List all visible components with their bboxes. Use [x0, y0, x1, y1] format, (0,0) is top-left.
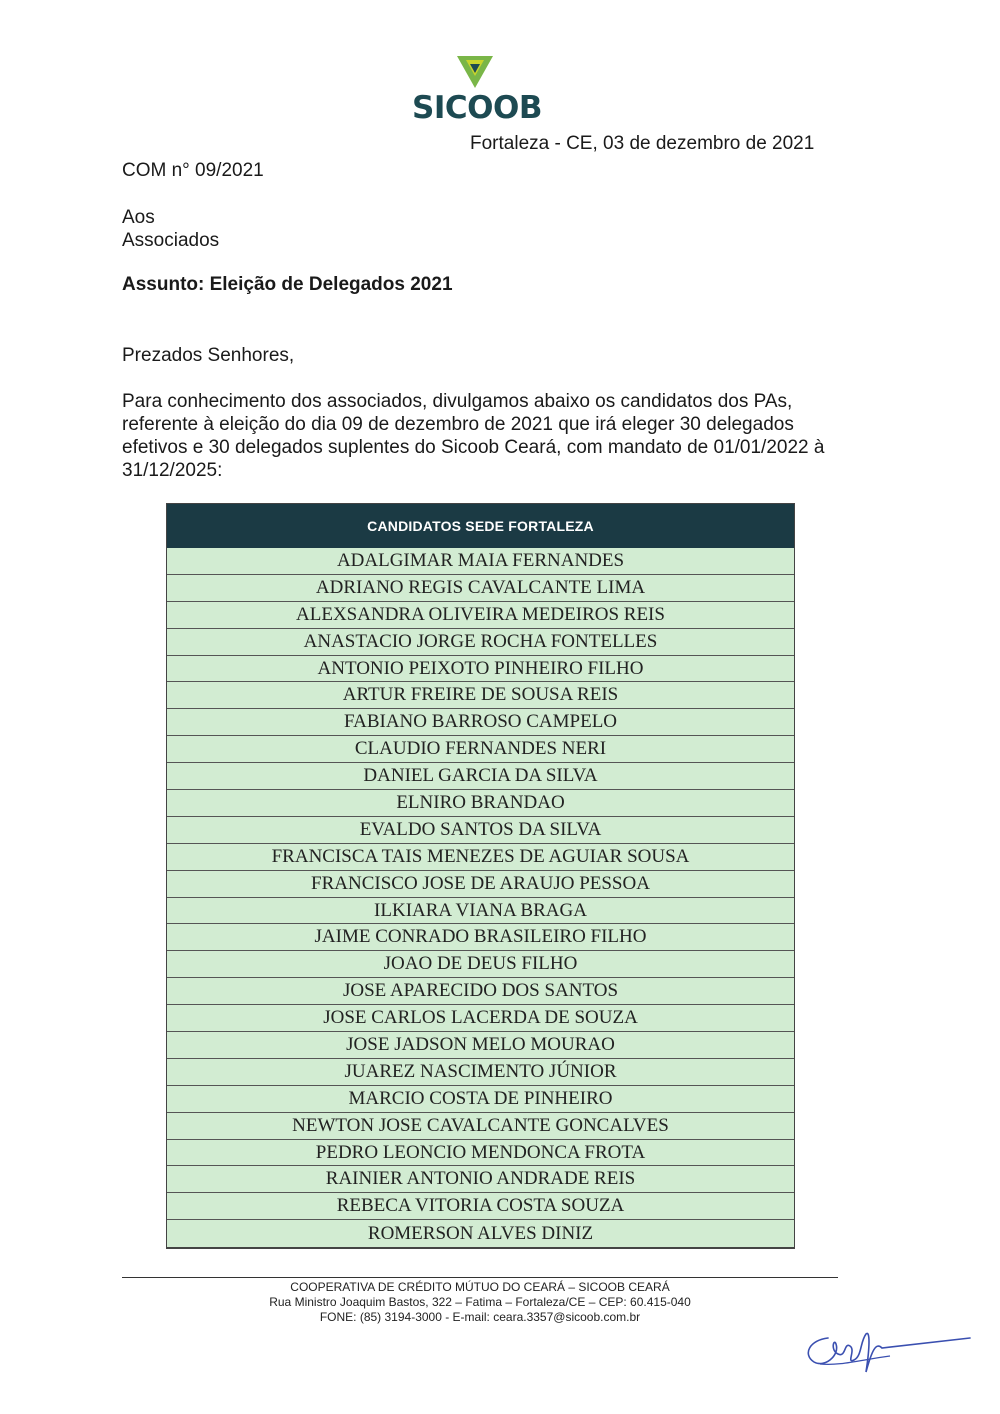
letter-reference: COM n° 09/2021 [122, 160, 264, 181]
table-row: FRANCISCO JOSE DE ARAUJO PESSOA [167, 871, 794, 898]
table-row: JOAO DE DEUS FILHO [167, 951, 794, 978]
table-row: FABIANO BARROSO CAMPELO [167, 709, 794, 736]
table-row: ANASTACIO JORGE ROCHA FONTELLES [167, 629, 794, 656]
letter-footer [160, 1280, 800, 1325]
recipient-line-1: Aos [122, 207, 155, 228]
table-row: REBECA VITORIA COSTA SOUZA [167, 1193, 794, 1220]
table-row: MARCIO COSTA DE PINHEIRO [167, 1086, 794, 1113]
footer-contact: FONE: (85) 3194-3000 - E-mail: ceara.3357@sicoob.com.br [319, 1310, 641, 1324]
table-row: JOSE APARECIDO DOS SANTOS [167, 978, 794, 1005]
table-row: PEDRO LEONCIO MENDONCA FROTA [167, 1140, 794, 1167]
sicoob-logo-icon [457, 56, 493, 90]
sicoob-logo [412, 56, 542, 130]
table-row: ANTONIO PEIXOTO PINHEIRO FILHO [167, 656, 794, 683]
table-row: CLAUDIO FERNANDES NERI [167, 736, 794, 763]
recipient-line-2: Associados [122, 230, 220, 251]
table-row: ILKIARA VIANA BRAGA [167, 898, 794, 925]
footer-divider [122, 1277, 838, 1278]
candidates-table [166, 503, 795, 1249]
table-row: JOSE JADSON MELO MOURAO [167, 1032, 794, 1059]
table-row: FRANCISCA TAIS MENEZES DE AGUIAR SOUSA [167, 844, 794, 871]
letter-date: Fortaleza - CE, 03 de dezembro de 2021 [470, 133, 815, 154]
table-row: JAIME CONRADO BRASILEIRO FILHO [167, 924, 794, 951]
table-row: ARTUR FREIRE DE SOUSA REIS [167, 682, 794, 709]
table-row: ELNIRO BRANDAO [167, 790, 794, 817]
footer-company: COOPERATIVA DE CRÉDITO MÚTUO DO CEARÁ – SICOOB CEARÁ [290, 1280, 670, 1294]
table-row: ROMERSON ALVES DINIZ [367, 1222, 594, 1244]
letter-recipient [122, 206, 219, 252]
signature-icon [800, 1320, 975, 1380]
candidates-table-body [167, 548, 794, 1247]
table-row: RAINIER ANTONIO ANDRADE REIS [167, 1166, 794, 1193]
letter-greeting: Prezados Senhores, [122, 345, 295, 366]
table-row: JUAREZ NASCIMENTO JÚNIOR [167, 1059, 794, 1086]
table-row: ALEXSANDRA OLIVEIRA MEDEIROS REIS [167, 602, 794, 629]
table-row: ADRIANO REGIS CAVALCANTE LIMA [167, 575, 794, 602]
table-row: EVALDO SANTOS DA SILVA [167, 817, 794, 844]
table-row: DANIEL GARCIA DA SILVA [167, 763, 794, 790]
letter-body: Para conhecimento dos associados, divulgamos abaixo os candidatos dos PAs, referente à eleição do dia 09 de dezembro de 2021 que irá eleger 30 delegados efetivos e 30 delegados suplentes do Sicoob Ceará, com mandato de 01/01/2022 à 31/12/2025: [122, 391, 825, 481]
footer-address: Rua Ministro Joaquim Bastos, 322 – Fatima – Fortaleza/CE – CEP: 60.415-040 [269, 1295, 691, 1309]
candidates-table-header: CANDIDATOS SEDE FORTALEZA [167, 504, 794, 548]
table-row: JOSE CARLOS LACERDA DE SOUZA [167, 1005, 794, 1032]
table-row: ADALGIMAR MAIA FERNANDES [167, 548, 794, 575]
table-row: NEWTON JOSE CAVALCANTE GONCALVES [167, 1113, 794, 1140]
logo-wordmark: SICOOB [412, 90, 542, 126]
letter-subject: Assunto: Eleição de Delegados 2021 [122, 274, 453, 295]
